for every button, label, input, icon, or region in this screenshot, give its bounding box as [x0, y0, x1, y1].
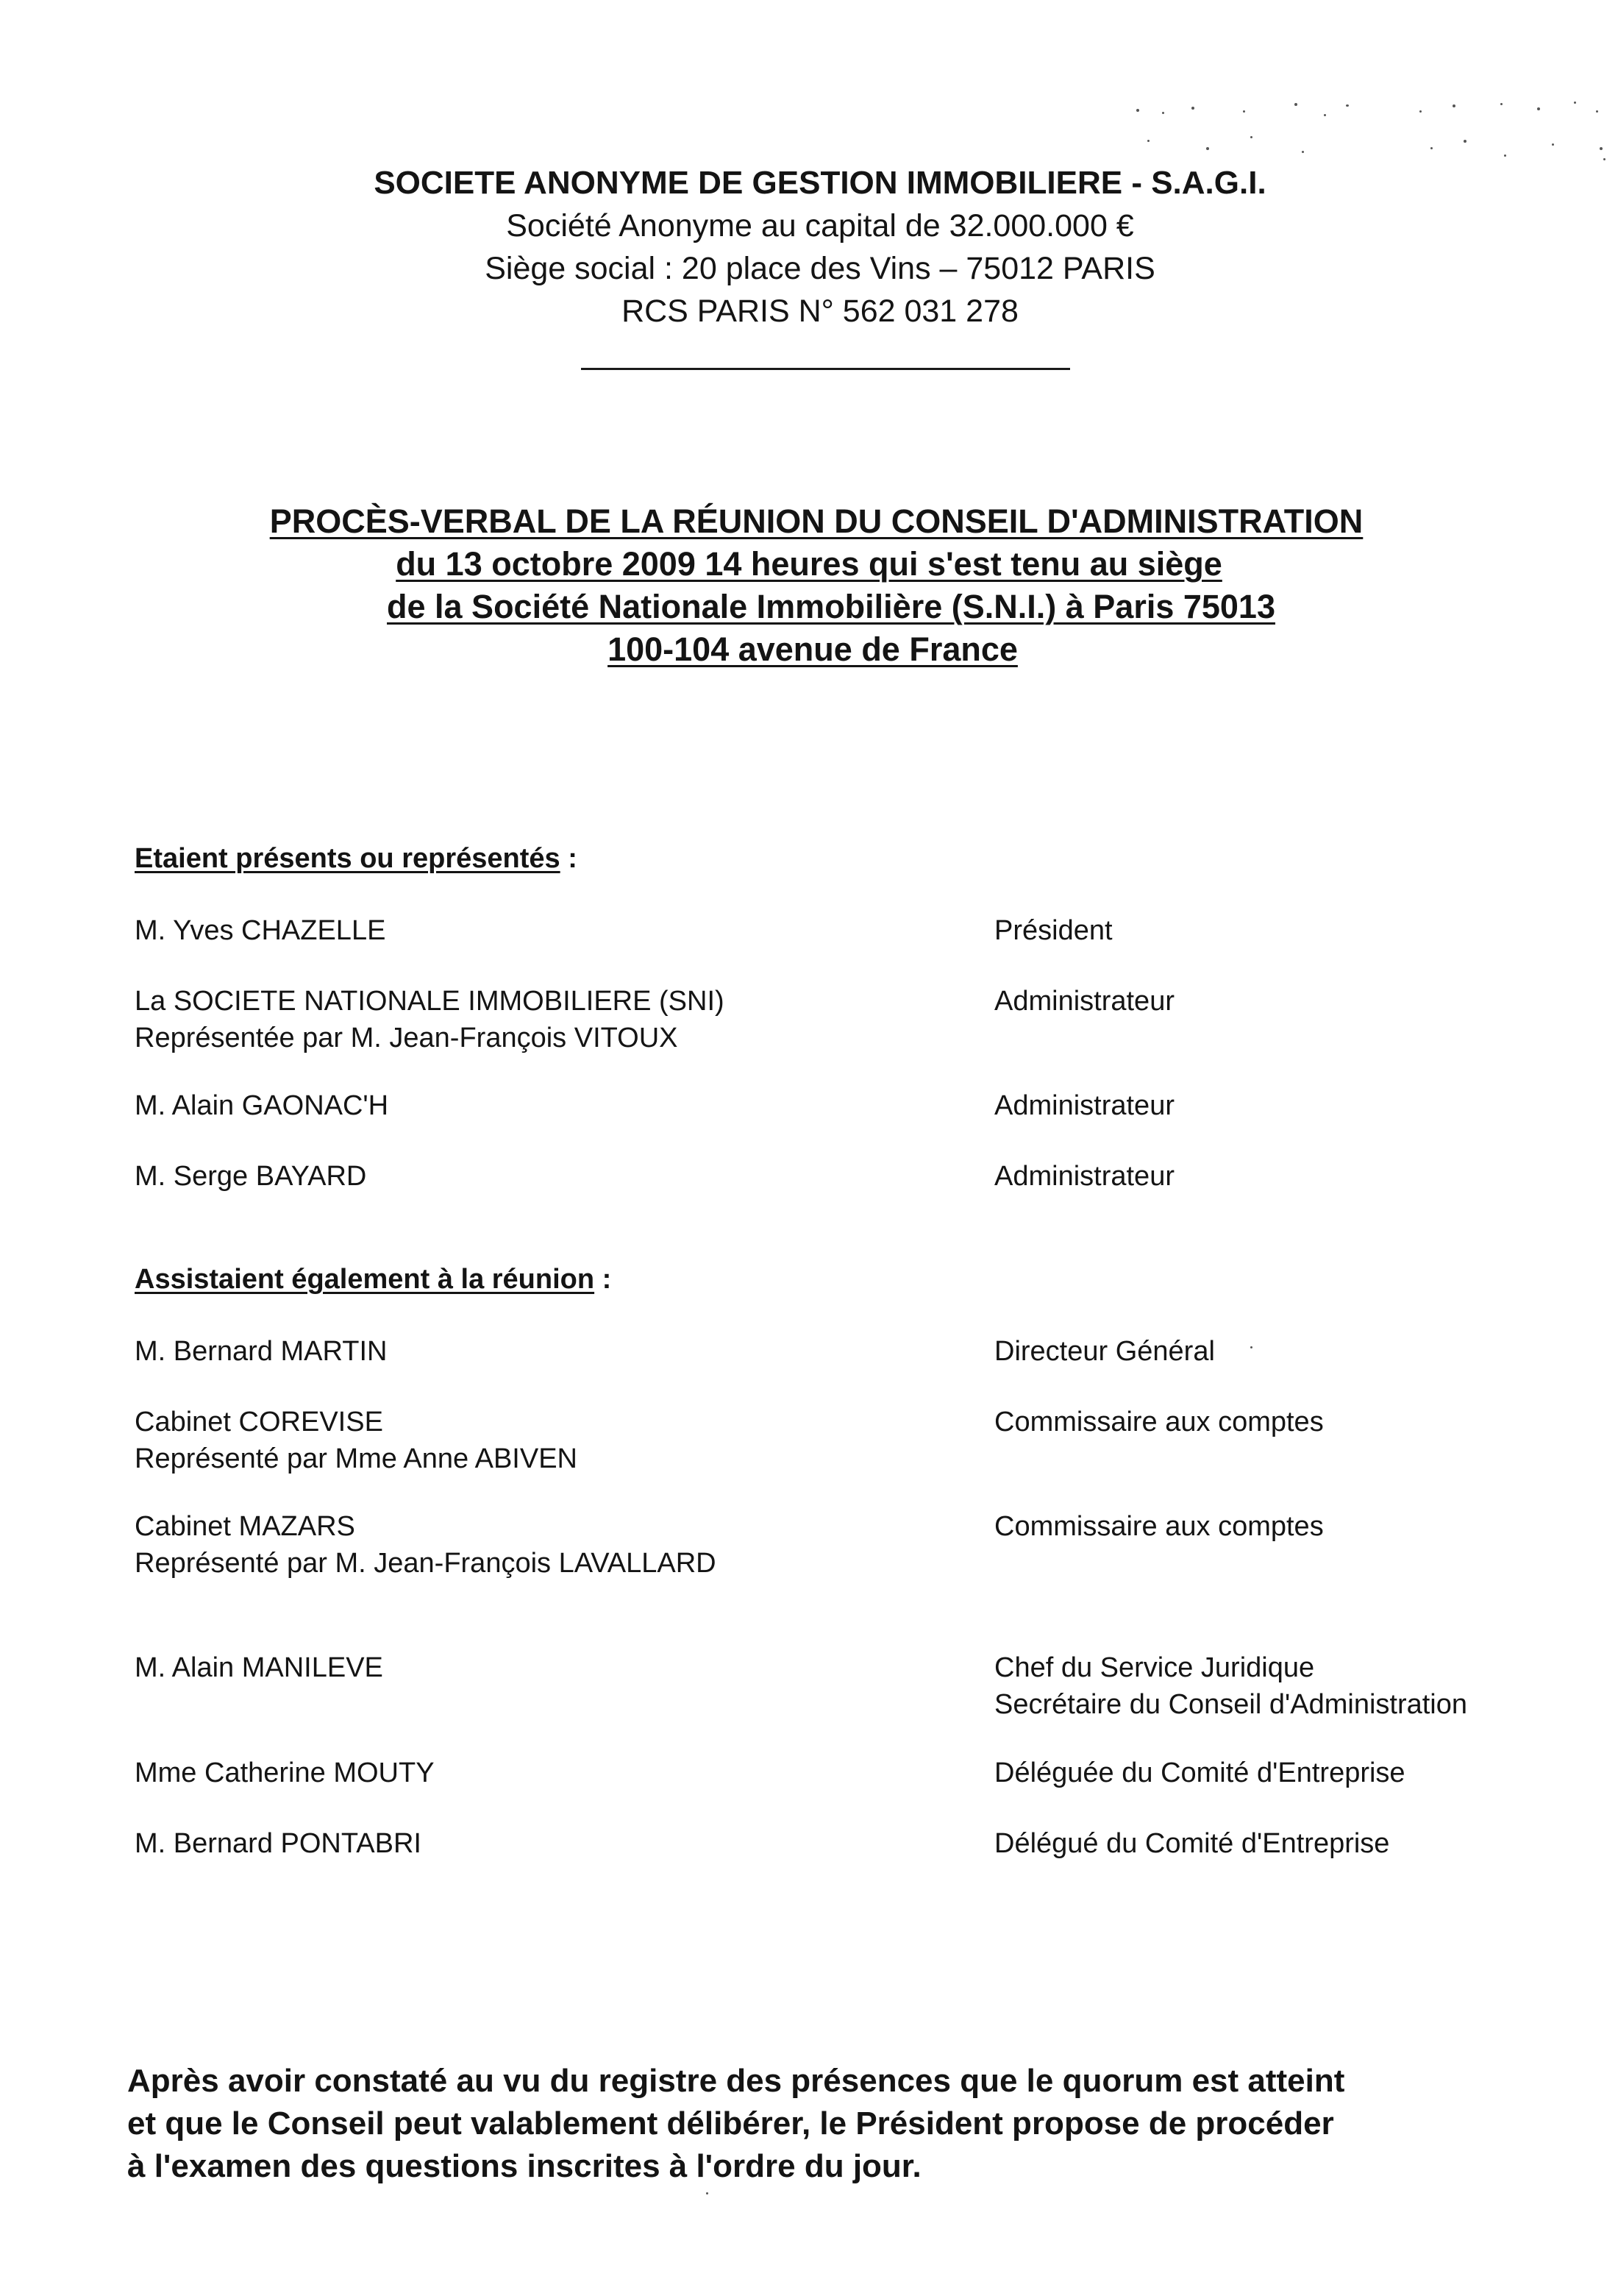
company-header — [0, 162, 1618, 333]
present-person-2-representative: Représentée par M. Jean-François VITOUX — [135, 1023, 678, 1053]
quorum-line-3: à l'examen des questions inscrites à l'ordre du jour. — [127, 2148, 922, 2184]
document-title — [0, 500, 1618, 671]
present-role-3: Administrateur — [994, 1090, 1175, 1121]
attending-person-2-representative: Représenté par Mme Anne ABIVEN — [135, 1443, 577, 1474]
quorum-line-1: Après avoir constaté au vu du registre des présences que le quorum est atteint — [127, 2063, 1345, 2099]
attending-role-6: Délégué du Comité d'Entreprise — [994, 1828, 1390, 1859]
company-name: SOCIETE ANONYME DE GESTION IMMOBILIERE - S.A.G.I. — [374, 165, 1266, 201]
present-role-2: Administrateur — [994, 986, 1175, 1017]
attending-person-3-name: Cabinet MAZARS — [135, 1511, 355, 1542]
attending-person-1: M. Bernard MARTIN — [135, 1336, 388, 1367]
attending-person-2-name: Cabinet COREVISE — [135, 1407, 383, 1437]
attending-role-2: Commissaire aux comptes — [994, 1407, 1324, 1437]
title-line-2: du 13 octobre 2009 14 heures qui s'est tenu au siège — [396, 545, 1222, 583]
attending-person-3 — [135, 1508, 716, 1582]
attending-heading — [135, 1264, 611, 1296]
title-line-3: de la Société Nationale Immobilière (S.N.I.) à Paris 75013 — [387, 588, 1275, 625]
attending-role-1: Directeur Général — [994, 1336, 1215, 1367]
company-address: Siège social : 20 place des Vins – 75012 PARIS — [485, 251, 1155, 286]
present-person-1: M. Yves CHAZELLE — [135, 915, 386, 946]
header-divider — [581, 368, 1070, 370]
present-role-1: Président — [994, 915, 1113, 946]
company-capital: Société Anonyme au capital de 32.000.000 € — [506, 208, 1134, 244]
attending-person-4: M. Alain MANILEVE — [135, 1652, 383, 1683]
present-person-2 — [135, 983, 724, 1056]
attending-person-2 — [135, 1404, 577, 1477]
attending-person-5: Mme Catherine MOUTY — [135, 1757, 435, 1788]
present-heading-text: Etaient présents ou représentés — [135, 843, 560, 874]
present-heading — [135, 843, 577, 875]
attending-person-6: M. Bernard PONTABRI — [135, 1828, 421, 1859]
attending-heading-colon: : — [594, 1264, 612, 1295]
present-person-3: M. Alain GAONAC'H — [135, 1090, 389, 1121]
present-person-2-name: La SOCIETE NATIONALE IMMOBILIERE (SNI) — [135, 986, 724, 1017]
present-role-4: Administrateur — [994, 1161, 1175, 1192]
quorum-paragraph — [127, 2060, 1525, 2188]
quorum-line-2: et que le Conseil peut valablement délibérer, le Président propose de procéder — [127, 2105, 1334, 2142]
attending-person-3-representative: Représenté par M. Jean-François LAVALLARD — [135, 1548, 716, 1579]
present-person-4: M. Serge BAYARD — [135, 1161, 367, 1192]
attending-role-4-line-1: Chef du Service Juridique — [994, 1652, 1315, 1683]
attending-role-5: Déléguée du Comité d'Entreprise — [994, 1757, 1405, 1788]
present-heading-colon: : — [560, 843, 577, 874]
title-line-1: PROCÈS-VERBAL DE LA RÉUNION DU CONSEIL D'ADMINISTRATION — [269, 502, 1364, 540]
attending-role-3: Commissaire aux comptes — [994, 1511, 1324, 1542]
attending-heading-text: Assistaient également à la réunion — [135, 1264, 595, 1295]
title-line-4: 100-104 avenue de France — [607, 630, 1018, 668]
company-rcs: RCS PARIS N° 562 031 278 — [621, 294, 1019, 329]
attending-role-4-line-2: Secrétaire du Conseil d'Administration — [994, 1689, 1468, 1720]
attending-role-4 — [994, 1649, 1467, 1723]
